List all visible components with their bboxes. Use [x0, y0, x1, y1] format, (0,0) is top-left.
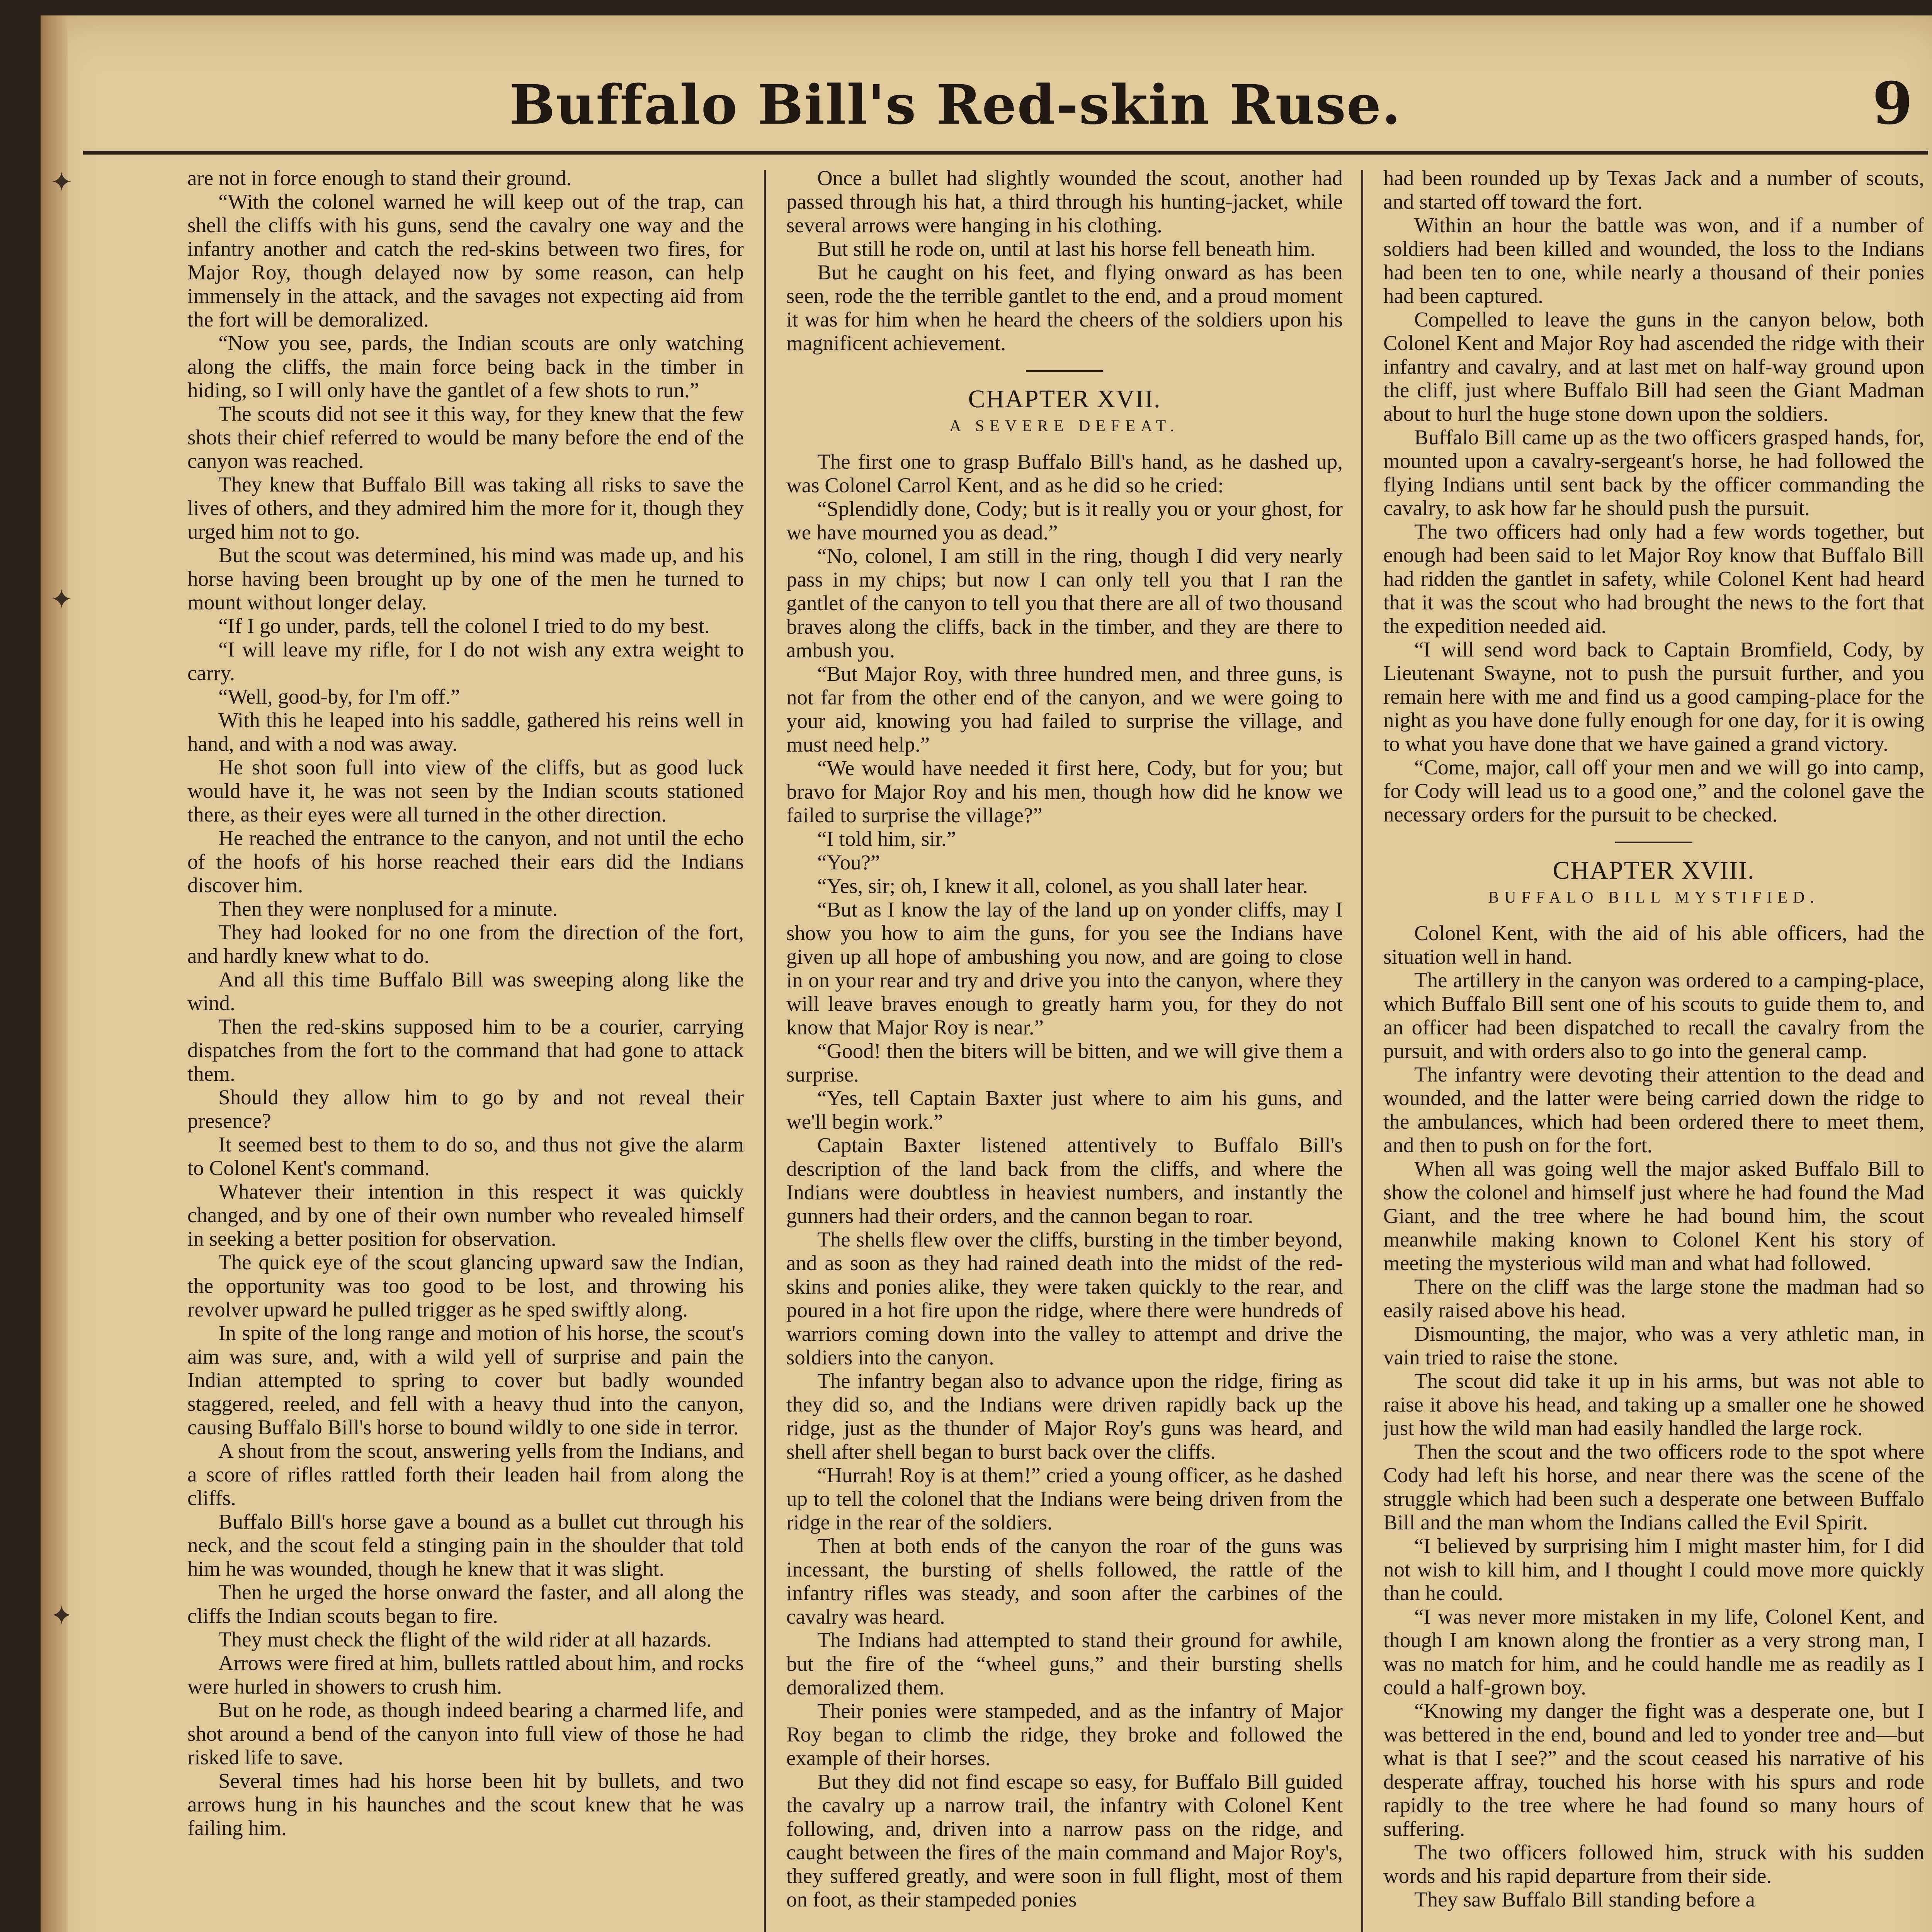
paragraph: “I told him, sir.” — [817, 827, 956, 850]
paragraph: Then the scout and the two officers rode to the spot where Cody had left his horse, and near there was the scene of the struggle which had been such a desperate one between Buffalo Bill and the man whom the Indians called the Evil Spirit. — [1383, 1440, 1924, 1534]
paragraph: “Come, major, call off your men and we will go into camp, for Cody will lead us to a good one,” and the colonel gave the necessary orders for the pursuit to be checked. — [1383, 755, 1924, 826]
paragraph: The shells flew over the cliffs, bursting in the timber beyond, and as soon as they had rained death into the midst of the red-skins and ponies alike, they were taken quickly to the rear, and poured in a hot fire upon the ridge, where there were hundreds of warriors coming down into the valley to attempt and drive the soldiers into the canyon. — [786, 1228, 1343, 1369]
paragraph: Their ponies were stampeded, and as the infantry of Major Roy began to climb the ridge, they broke and followed the example of their horses. — [786, 1699, 1343, 1770]
paragraph: They saw Buffalo Bill standing before a — [1414, 1888, 1755, 1911]
paragraph: “Good! then the biters will be bitten, and we will give them a surprise. — [786, 1039, 1343, 1086]
paragraph: “Now you see, pards, the Indian scouts are only watching along the cliffs, the main force being back in the timber in hiding, so I will only have the gantlet of a few shots to run.” — [187, 331, 744, 402]
column-divider — [1361, 170, 1363, 1932]
paragraph: Then the red-skins supposed him to be a courier, carrying dispatches from the fort to the command that had gone to attack them. — [187, 1015, 744, 1085]
paragraph: They knew that Buffalo Bill was taking all risks to save the lives of others, and they admired him the more for it, though they urged him not to go. — [187, 473, 744, 543]
paragraph: Buffalo Bill's horse gave a bound as a bullet cut through his neck, and the scout feld a stinging pain in the shoulder that told him he was wounded, though he knew that it was slight. — [187, 1510, 744, 1580]
paragraph: Should they allow him to go by and not reveal their presence? — [187, 1085, 744, 1133]
paragraph: The artillery in the canyon was ordered to a camping-place, which Buffalo Bill sent one of his scouts to guide them to, and an officer had been dispatched to recall the cavalry from the pursuit, and with orders also to go into the general camp. — [1383, 968, 1924, 1063]
paragraph: But they did not find escape so easy, for Buffalo Bill guided the cavalry up a narrow trail, the infantry with Colonel Kent following, and, driven into a narrow pass on the ridge, and caught between the fires of the main command and Major Roy's, they suffered greatly, and were soon in full flight, most of them on foot, as their stampeded ponies — [786, 1770, 1343, 1911]
paragraph: In spite of the long range and motion of his horse, the scout's aim was sure, and, with a wild yell of surprise and pain the Indian attempted to spring to cover but badly wounded staggered, reeled, and fell with a heavy thud into the canyon, causing Buffalo Bill's horse to bound wildly to one side in terror. — [187, 1321, 744, 1439]
paragraph: “I believed by surprising him I might master him, for I did not wish to kill him, and I thought I could move more quickly than he could. — [1383, 1534, 1924, 1605]
paragraph: But on he rode, as though indeed bearing a charmed life, and shot around a bend of the canyon into full view of those he had risked life to save. — [187, 1698, 744, 1769]
text-column-1 — [187, 166, 744, 1932]
paragraph: “No, colonel, I am still in the ring, though I did very nearly pass in my chips; but now I can only tell you that I ran the gantlet of the canyon to tell you that there are all of two thousand braves along the cliffs, back in the timber, and they are there to ambush you. — [786, 544, 1343, 662]
column-divider — [764, 170, 766, 1932]
paragraph: The two officers followed him, struck with his sudden words and his rapid departure from their side. — [1383, 1840, 1924, 1888]
paragraph: “We would have needed it first here, Cody, but for you; but bravo for Major Roy and his men, though how did he know we failed to surprise the village?” — [786, 756, 1343, 827]
paragraph: Then they were nonplused for a minute. — [218, 897, 558, 920]
paragraph: Within an hour the battle was won, and if a number of soldiers had been killed and wounded, the loss to the Indians had been ten to one, while nearly a thousand of their ponies had been captured. — [1383, 213, 1924, 308]
paragraph: “Knowing my danger the fight was a desperate one, but I was bettered in the end, bound and led to yonder tree and—but what is that I see?” and the scout ceased his narrative of his desperate affray, touched his horse with his spurs and rode rapidly to the tree where he had found so many hours of suffering. — [1383, 1699, 1924, 1840]
paragraph: With this he leaped into his saddle, gathered his reins well in hand, and with a nod was away. — [187, 708, 744, 755]
chapter-heading: CHAPTER XVII. — [968, 385, 1161, 413]
paragraph: When all was going well the major asked Buffalo Bill to show the colonel and himself just where he had found the Mad Giant, and the tree where he had bound him, the scout meanwhile making known to Colonel Kent his story of meeting the mysterious wild man and what had followed. — [1383, 1157, 1924, 1275]
paragraph: Buffalo Bill came up as the two officers grasped hands, for, mounted upon a cavalry-sergeant's horse, he had followed the flying Indians until sent back by the officer commanding the cavalry, to ask how far he should push the pursuit. — [1383, 425, 1924, 520]
paragraph: But the scout was determined, his mind was made up, and his horse having been brought up by one of the men he turned to mount without longer delay. — [187, 543, 744, 614]
paragraph: “Splendidly done, Cody; but is it really you or your ghost, for we have mourned you as dead.” — [786, 497, 1343, 544]
paragraph: “You?” — [817, 850, 880, 874]
paragraph: But still he rode on, until at last his horse fell beneath him. — [817, 237, 1316, 260]
paragraph: The scouts did not see it this way, for they knew that the few shots their chief referred to would be many before the end of the canyon was reached. — [187, 402, 744, 473]
paragraph: “But Major Roy, with three hundred men, and three guns, is not far from the other end of the canyon, and we were going to your aid, knowing you had failed to surprise the village, and must need help.” — [786, 662, 1343, 756]
section-separator — [1615, 842, 1692, 843]
paragraph: The quick eye of the scout glancing upward saw the Indian, the opportunity was too good to be lost, and throwing his revolver upward he pulled trigger as he sped swiftly along. — [187, 1250, 744, 1321]
paragraph: There on the cliff was the large stone the madman had so easily raised above his head. — [1383, 1275, 1924, 1322]
paragraph: The infantry began also to advance upon the ridge, firing as they did so, and the Indians were driven rapidly back up the ridge, just as the thunder of Major Roy's guns was heard, and shell after shell began to burst back over the cliffs. — [786, 1369, 1343, 1463]
paragraph: Dismounting, the major, who was a very athletic man, in vain tried to raise the stone. — [1383, 1322, 1924, 1369]
paragraph: “I was never more mistaken in my life, Colonel Kent, and though I am known along the frontier as a very strong man, I was no match for him, and he could handle me as readily as I could a half-grown boy. — [1383, 1605, 1924, 1699]
paragraph: The infantry were devoting their attention to the dead and wounded, and the latter were being carried down the ridge to the ambulances, which had been ordered there to meet them, and then to push on for the fort. — [1383, 1063, 1924, 1157]
text-column-2 — [786, 166, 1343, 1932]
paragraph: And all this time Buffalo Bill was sweeping along like the wind. — [187, 968, 744, 1015]
magazine-page — [41, 15, 1932, 1932]
page-number: 9 — [1872, 70, 1913, 138]
paragraph: “If I go under, pards, tell the colonel I tried to do my best. — [218, 614, 710, 638]
running-title: Buffalo Bill's Red-skin Ruse. — [509, 73, 1401, 137]
paragraph: They must check the flight of the wild rider at all hazards. — [218, 1628, 712, 1651]
paragraph: Captain Baxter listened attentively to Buffalo Bill's description of the land back from the cliffs, and where the Indians were doubtless in heaviest numbers, and instantly the gunners had their orders, and the cannon began to roar. — [786, 1133, 1343, 1228]
paragraph: Colonel Kent, with the aid of his able officers, had the situation well in hand. — [1383, 921, 1924, 968]
chapter-subheading: BUFFALO BILL MYSTIFIED. — [1488, 889, 1820, 906]
chapter-subheading: A SEVERE DEFEAT. — [949, 417, 1180, 435]
paragraph: “Well, good-by, for I'm off.” — [218, 685, 460, 708]
paragraph: Once a bullet had slightly wounded the scout, another had passed through his hat, a third through his hunting-jacket, while several arrows were hanging in his clothing. — [786, 166, 1343, 237]
paragraph: He shot soon full into view of the cliffs, but as good luck would have it, he was not seen by the Indian scouts stationed there, as their eyes were all turned in the other direction. — [187, 755, 744, 826]
paragraph: Whatever their intention in this respect it was quickly changed, and by one of their own number who revealed himself in seeking a better position for observation. — [187, 1180, 744, 1250]
paragraph: “I will leave my rifle, for I do not wish any extra weight to carry. — [187, 638, 744, 685]
paragraph: had been rounded up by Texas Jack and a number of scouts, and started off toward the fort. — [1383, 166, 1924, 213]
paragraph: “Yes, sir; oh, I knew it all, colonel, as you shall later hear. — [817, 874, 1308, 898]
paragraph: They had looked for no one from the direction of the fort, and hardly knew what to do. — [187, 920, 744, 968]
paragraph: A shout from the scout, answering yells from the Indians, and a score of rifles rattled forth their leaden hail from along the cliffs. — [187, 1439, 744, 1510]
section-separator — [1026, 370, 1103, 372]
paragraph: Arrows were fired at him, bullets rattled about him, and rocks were hurled in showers to crush him. — [187, 1651, 744, 1698]
paragraph: Then he urged the horse onward the faster, and all along the cliffs the Indian scouts began to fire. — [187, 1580, 744, 1628]
paragraph: “Yes, tell Captain Baxter just where to aim his guns, and we'll begin work.” — [786, 1086, 1343, 1133]
binding-hole-mark: ✦ — [50, 166, 73, 198]
paragraph: “Hurrah! Roy is at them!” cried a young officer, as he dashed up to tell the colonel that the Indians were being driven from the ridge in the rear of the soldiers. — [786, 1463, 1343, 1534]
paragraph: The scout did take it up in his arms, but was not able to raise it above his head, and taking up a smaller one he showed just how the wild man had easily handled the large rock. — [1383, 1369, 1924, 1440]
paragraph: Then at both ends of the canyon the roar of the guns was incessant, the bursting of shells followed, the rattle of the infantry rifles was steady, and soon after the carbines of the cavalry was heard. — [786, 1534, 1343, 1628]
paragraph: The two officers had only had a few words together, but enough had been said to let Major Roy know that Buffalo Bill had ridden the gantlet in safety, while Colonel Kent had heard that it was the scout who had brought the news to the fort that the expedition needed aid. — [1383, 520, 1924, 638]
paragraph: The Indians had attempted to stand their ground for awhile, but the fire of the “wheel guns,” and their bursting shells demoralized them. — [786, 1628, 1343, 1699]
paragraph: Several times had his horse been hit by bullets, and two arrows hung in his haunches and the scout knew that he was failing him. — [187, 1769, 744, 1840]
paragraph: It seemed best to them to do so, and thus not give the alarm to Colonel Kent's command. — [187, 1133, 744, 1180]
paragraph: The first one to grasp Buffalo Bill's hand, as he dashed up, was Colonel Carrol Kent, and as he did so he cried: — [786, 450, 1343, 497]
paragraph: Compelled to leave the guns in the canyon below, both Colonel Kent and Major Roy had ascended the ridge with their infantry and cavalry, and at last met on half-way ground upon the cliff, just where Buffalo Bill had seen the Giant Madman about to hurl the huge stone down upon the soldiers. — [1383, 308, 1924, 425]
chapter-heading: CHAPTER XVIII. — [1553, 856, 1755, 884]
paragraph: are not in force enough to stand their ground. — [187, 166, 572, 190]
paragraph: “With the colonel warned he will keep out of the trap, can shell the cliffs with his guns, send the cavalry one way and the infantry another and catch the red-skins between two fires, for Major Roy, though delayed now by some reason, can help immensely in the attack, and the savages not expecting aid from the fort will be demoralized. — [187, 190, 744, 331]
paragraph: “I will send word back to Captain Bromfield, Cody, by Lieutenant Swayne, not to push the pursuit further, and you remain here with me and find us a good camping-place for the night as you have done fully enough for one day, for it is owing to what you have done that we have gained a grand victory. — [1383, 638, 1924, 755]
text-column-3 — [1383, 166, 1924, 1932]
page-header — [83, 70, 1928, 155]
binding-hole-mark: ✦ — [50, 1600, 73, 1631]
paragraph: But he caught on his feet, and flying onward as has been seen, rode the the terrible gantlet to the end, and a proud moment it was for him when he heard the cheers of the soldiers upon his magnificent achievement. — [786, 260, 1343, 355]
paragraph: “But as I know the lay of the land up on yonder cliffs, may I show you how to aim the guns, for you see the Indians have given up all hope of ambushing you now, and are going to close in on your rear and try and drive you into the canyon, where they will leave braves enough to greatly harm you, for they do not know that Major Roy is near.” — [786, 898, 1343, 1039]
paragraph: He reached the entrance to the canyon, and not until the echo of the hoofs of his horse reached their ears did the Indians discover him. — [187, 826, 744, 897]
page-binding-edge — [41, 15, 68, 1932]
binding-hole-mark: ✦ — [50, 583, 73, 615]
